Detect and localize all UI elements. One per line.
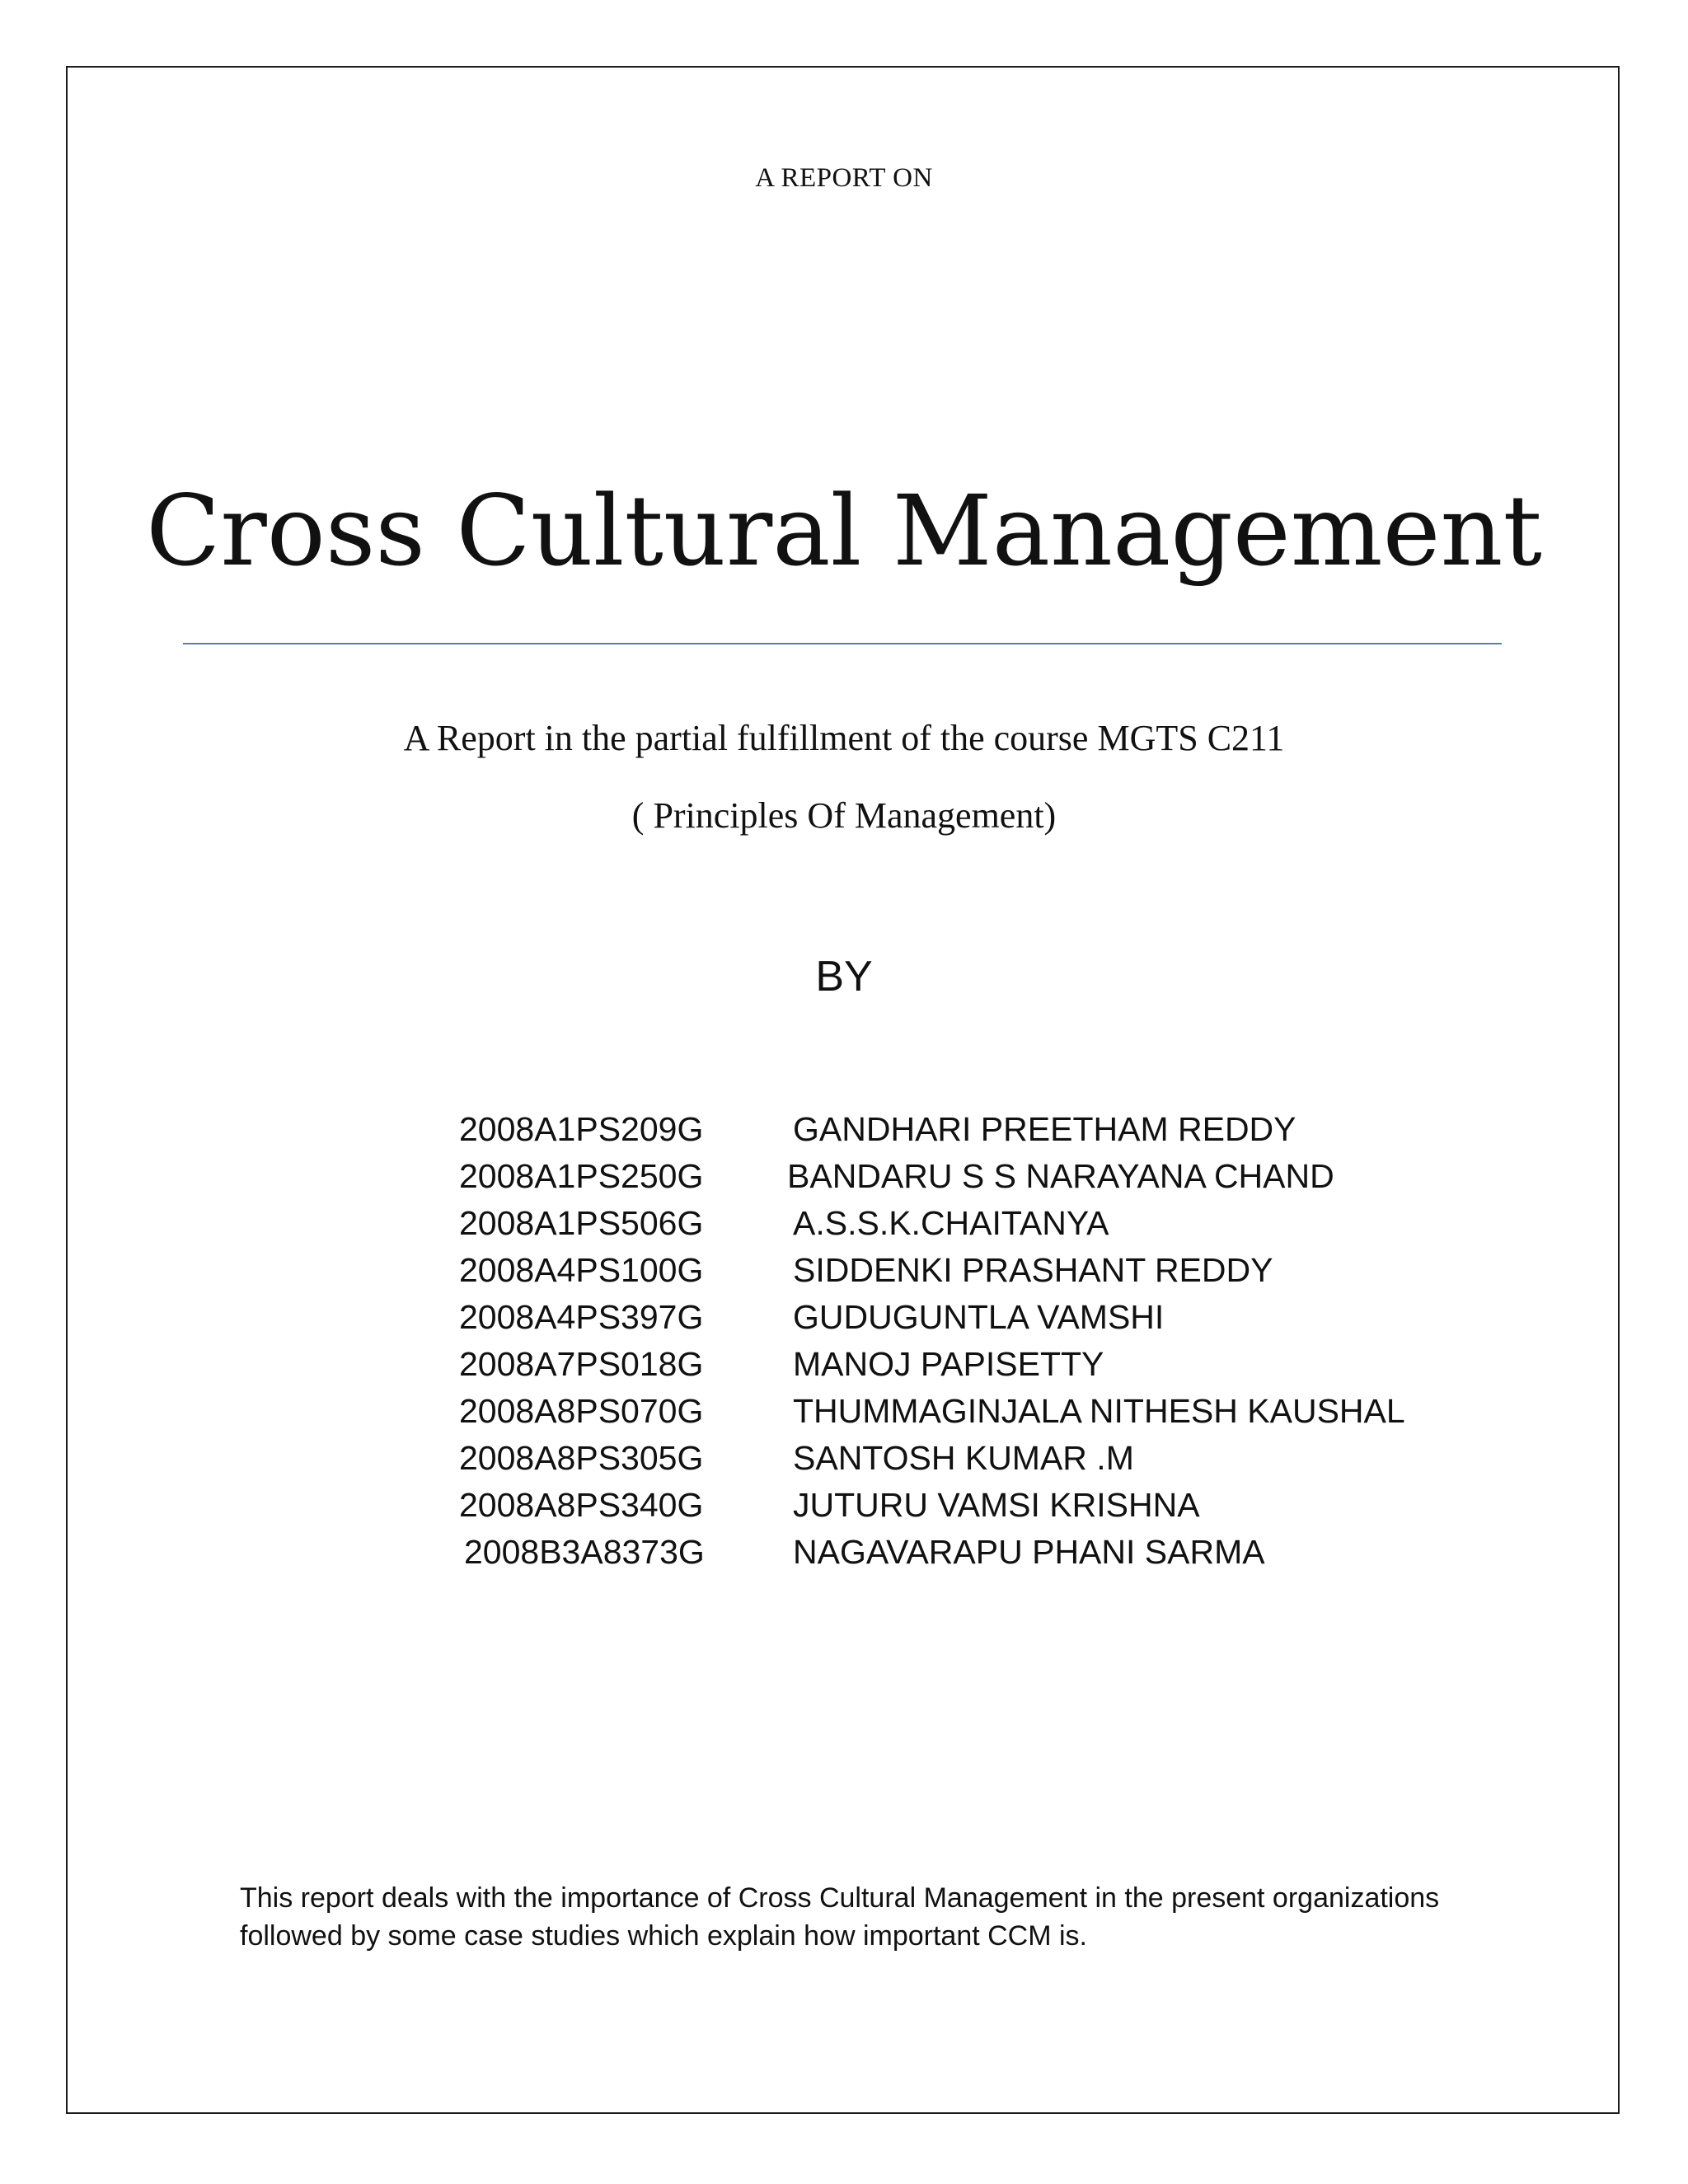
member-name: SIDDENKI PRASHANT REDDY [793,1251,1273,1289]
member-id: 2008A1PS506G [459,1204,704,1242]
member-id: 2008A8PS305G [459,1439,704,1477]
member-name: GUDUGUNTLA VAMSHI [793,1298,1165,1336]
by-label: BY [815,953,873,1001]
course-name: ( Principles Of Management) [631,795,1057,836]
member-name: BANDARU S S NARAYANA CHAND [787,1157,1334,1195]
member-name: THUMMAGINJALA NITHESH KAUSHAL [793,1392,1405,1430]
member-id: 2008A4PS397G [459,1298,704,1336]
member-id: 2008A1PS209G [459,1110,704,1148]
member-id: 2008B3A8373G [464,1533,705,1571]
page-border [66,66,1620,2114]
member-name: MANOJ PAPISETTY [793,1345,1104,1383]
report-title: Cross Cultural Management [146,474,1542,588]
member-id: 2008A4PS100G [459,1251,704,1289]
title-underline-rule [183,643,1502,644]
member-name: JUTURU VAMSI KRISHNA [793,1486,1200,1524]
member-name: A.S.S.K.CHAITANYA [793,1204,1109,1242]
summary-line: followed by some case studies which explain how important CCM is. [240,1920,1088,1952]
member-id: 2008A7PS018G [459,1345,704,1383]
member-id: 2008A8PS340G [459,1486,704,1524]
report-subtitle: A Report in the partial fulfillment of the course MGTS C211 [403,718,1285,758]
member-name: NAGAVARAPU PHANI SARMA [793,1533,1265,1571]
member-name: SANTOSH KUMAR .M [793,1439,1134,1477]
report-summary [240,1879,1476,1955]
member-id: 2008A1PS250G [459,1157,704,1195]
member-id: 2008A8PS070G [459,1392,704,1430]
member-name: GANDHARI PREETHAM REDDY [793,1110,1296,1148]
report-kicker: A REPORT ON [755,163,933,193]
summary-line: This report deals with the importance of Cross Cultural Management in the present organizations [240,1882,1440,1914]
